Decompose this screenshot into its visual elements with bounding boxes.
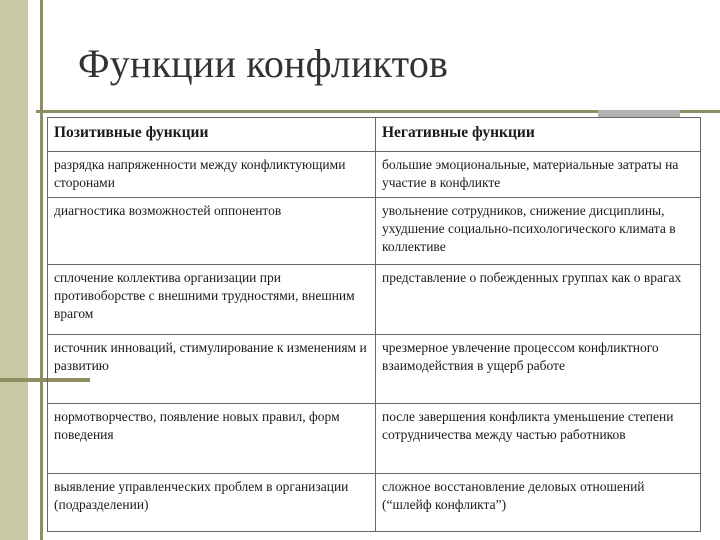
negative-cell: большие эмоциональные, материальные затраты на участие в конфликте — [376, 152, 701, 198]
functions-table — [47, 117, 701, 532]
positive-cell: источник инноваций, стимулирование к изменениям и развитию — [48, 335, 376, 404]
negative-cell: после завершения конфликта уменьшение степени сотрудничества между частью работников — [376, 404, 701, 474]
header-positive: Позитивные функции — [48, 118, 376, 152]
table-row — [48, 404, 701, 474]
negative-cell: увольнение сотрудников, снижение дисциплины, ухудшение социально-психологического климата в коллективе — [376, 198, 701, 265]
positive-cell: диагностика возможностей оппонентов — [48, 198, 376, 265]
header-negative: Негативные функции — [376, 118, 701, 152]
table-row — [48, 265, 701, 335]
left-decorative-band — [0, 0, 28, 540]
positive-cell: сплочение коллектива организации при противоборстве с внешними трудностями, внешним врагом — [48, 265, 376, 335]
table-row — [48, 198, 701, 265]
table-row — [48, 152, 701, 198]
negative-cell: чрезмерное увлечение процессом конфликтного взаимодействия в ущерб работе — [376, 335, 701, 404]
slide-title: Функции конфликтов — [78, 41, 449, 86]
table-header-row — [48, 118, 701, 152]
table-row — [48, 474, 701, 532]
positive-cell: выявление управленческих проблем в организации (подразделении) — [48, 474, 376, 532]
negative-cell: сложное восстановление деловых отношений (“шлейф конфликта”) — [376, 474, 701, 532]
positive-cell: нормотворчество, появление новых правил, форм поведения — [48, 404, 376, 474]
negative-cell: представление о побежденных группах как о врагах — [376, 265, 701, 335]
positive-cell: разрядка напряженности между конфликтующими сторонами — [48, 152, 376, 198]
functions-table-container — [47, 117, 700, 532]
table-row — [48, 335, 701, 404]
left-decorative-line — [40, 0, 43, 540]
